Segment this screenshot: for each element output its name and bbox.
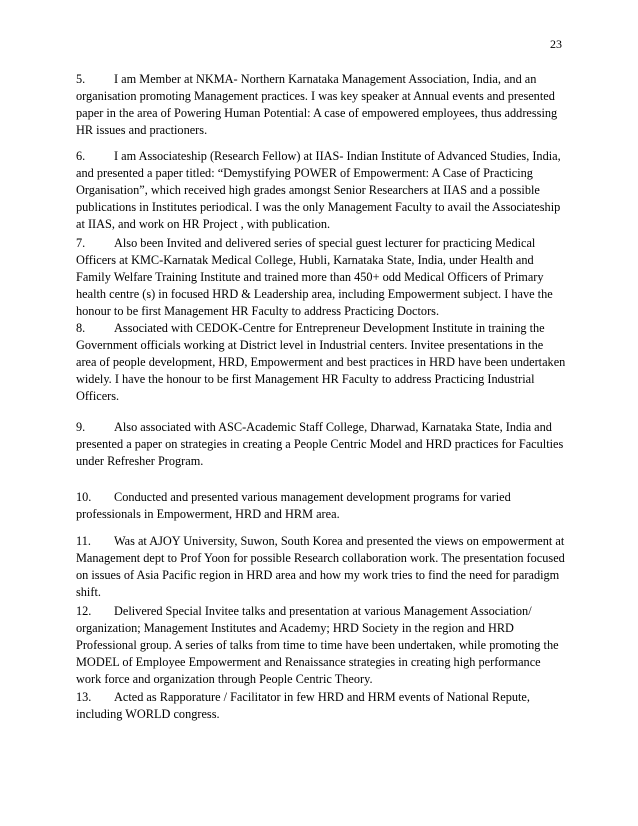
item-number: 8. — [76, 321, 86, 335]
list-item-9 — [76, 419, 566, 470]
item-text: Also been Invited and delivered series of special guest lecturer for practicing Medical Officers at KMC-Karnatak Medical College, Hubli, Karnataka State, India, under Health and Family Welfare Training Institute and trained more than 450+ odd Medical Officers of Primary health centre (s) in focused HRD & Leadership area, including Empowerment subject. I have the honour to be first Management HR Faculty to address Practicing Doctors. — [76, 236, 553, 318]
list-item-11 — [76, 533, 566, 601]
item-text: Acted as Rapporature / Facilitator in few HRD and HRM events of National Repute, including WORLD congress. — [76, 690, 530, 721]
item-text: Associated with CEDOK-Centre for Entrepreneur Development Institute in training the Government officials working at District level in Industrial centers. Invitee presentations in the area of people development, HRD, Empowerment and best practices in HRD have been undertaken widely. I have the honour to be first Management HR Faculty to address Practicing Industrial Officers. — [76, 321, 566, 403]
item-text: Was at AJOY University, Suwon, South Korea and presented the views on empowerment at Management dept to Prof Yoon for possible Research collaboration work. The presentation focused on issues of Asia Pacific region in HRD area and how my work tries to find the need for paradigm shift. — [76, 534, 565, 599]
item-number: 7. — [76, 236, 86, 250]
item-number: 9. — [76, 420, 86, 434]
list-item-13 — [76, 689, 566, 723]
item-text: Also associated with ASC-Academic Staff College, Dharwad, Karnataka State, India and presented a paper on strategies in creating a People Centric Model and HRD practices for Faculties under Refresher Program. — [76, 420, 564, 468]
item-text: Delivered Special Invitee talks and presentation at various Management Association/ organization; Management Institutes and Academy; HRD Society in the region and HRD Professional group. A series of talks from time to time have been undertaken, while promoting the MODEL of Employee Empowerment and Renaissance strategies in creating high performance work force and organization through People Centric Theory. — [76, 604, 559, 686]
item-text: I am Associateship (Research Fellow) at IIAS- Indian Institute of Advanced Studies, India, and presented a paper titled: “Demystifying POWER of Empowerment: A Case of Practicing Organisation”, which received high grades amongst Senior Researchers at IIAS and a possible publications in Institutes periodical. I was the only Management Faculty to avail the Associateship at IIAS, and work on HR Project , with publication. — [76, 149, 561, 231]
list-item-12 — [76, 603, 566, 688]
item-number: 13. — [76, 690, 92, 704]
item-number: 5. — [76, 72, 86, 86]
item-number: 6. — [76, 149, 86, 163]
list-item-7 — [76, 235, 566, 320]
item-number: 10. — [76, 490, 92, 504]
item-text: Conducted and presented various management development programs for varied professionals in Empowerment, HRD and HRM area. — [76, 490, 511, 521]
item-number: 12. — [76, 604, 92, 618]
page-number: 23 — [550, 37, 562, 51]
list-item-8 — [76, 320, 566, 405]
item-number: 11. — [76, 534, 91, 548]
list-item-5 — [76, 71, 566, 139]
list-item-6 — [76, 148, 566, 233]
item-text: I am Member at NKMA- Northern Karnataka Management Association, India, and an organisation promoting Management practices. I was key speaker at Annual events and presented paper in the area of Powering Human Potential: A case of empowered employees, thus addressing HR issues and practioners. — [76, 72, 558, 137]
list-item-10 — [76, 489, 566, 523]
